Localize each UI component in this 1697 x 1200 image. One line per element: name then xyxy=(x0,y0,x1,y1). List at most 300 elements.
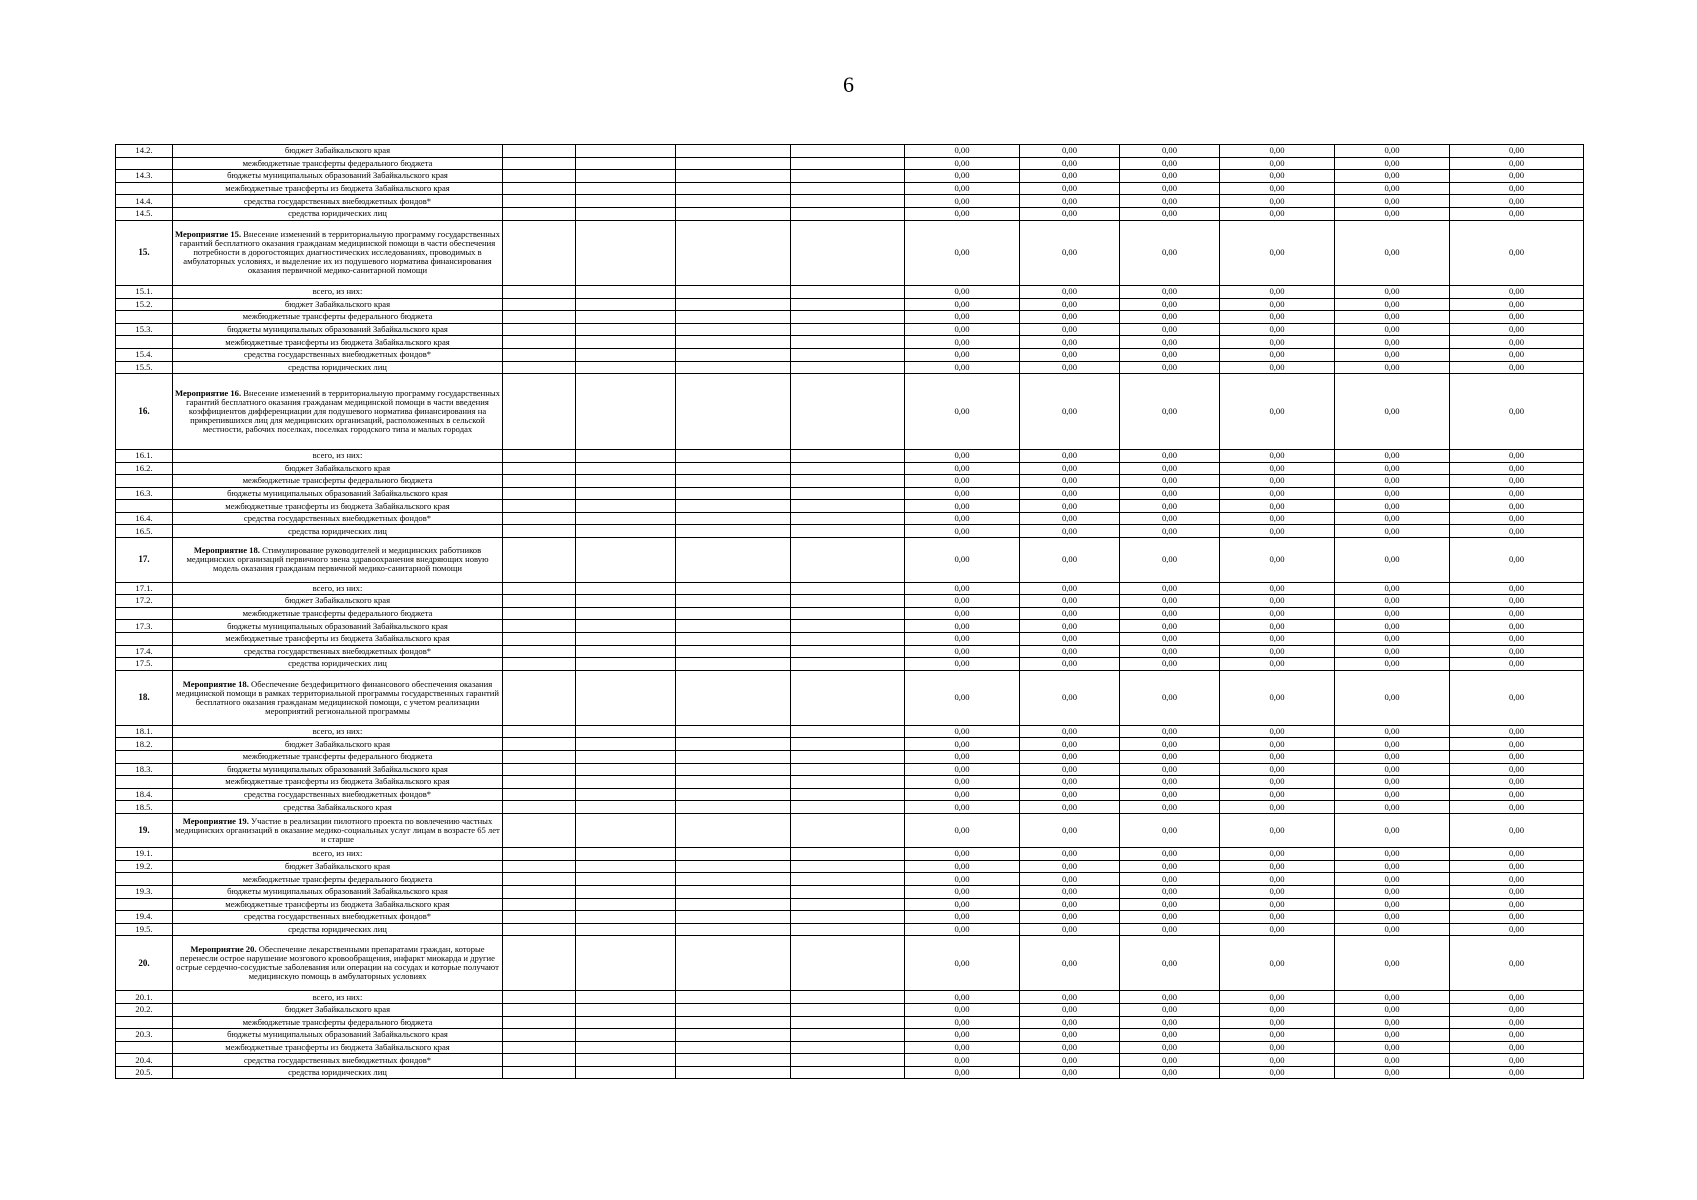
value-cell: 0,00 xyxy=(1450,911,1584,924)
measure-description: Обеспечение лекарственными препаратами граждан, которые перенесли острое нарушение мозгового кровообращения, инфаркт миокарда и другие острые сердечно-сосудистые заболевания или операции на сосудах и которые получают медицинскую помощь в амбулаторных условиях xyxy=(176,944,499,982)
value-cell: 0,00 xyxy=(1120,991,1220,1004)
row-number-cell xyxy=(116,1016,173,1029)
empty-cell xyxy=(676,991,791,1004)
empty-cell xyxy=(676,620,791,633)
empty-cell xyxy=(576,658,676,671)
empty-cell xyxy=(676,182,791,195)
row-number-cell xyxy=(116,607,173,620)
empty-cell xyxy=(576,1066,676,1079)
value-cell: 0,00 xyxy=(1450,607,1584,620)
value-cell: 0,00 xyxy=(1335,475,1450,488)
empty-cell xyxy=(576,1016,676,1029)
value-cell: 0,00 xyxy=(905,145,1020,158)
value-cell: 0,00 xyxy=(1450,220,1584,285)
table-row xyxy=(116,348,1584,361)
value-cell: 0,00 xyxy=(905,207,1020,220)
row-number-cell xyxy=(116,898,173,911)
table-row xyxy=(116,885,1584,898)
value-cell: 0,00 xyxy=(1120,361,1220,374)
table-row xyxy=(116,788,1584,801)
empty-cell xyxy=(576,1029,676,1042)
empty-cell xyxy=(503,348,576,361)
empty-cell xyxy=(791,195,905,208)
value-cell: 0,00 xyxy=(905,633,1020,646)
row-number-cell: 19.4. xyxy=(116,911,173,924)
value-cell: 0,00 xyxy=(905,645,1020,658)
value-cell: 0,00 xyxy=(1120,607,1220,620)
value-cell: 0,00 xyxy=(905,607,1020,620)
empty-cell xyxy=(676,911,791,924)
empty-cell xyxy=(676,885,791,898)
value-cell: 0,00 xyxy=(1120,776,1220,789)
value-cell: 0,00 xyxy=(1220,285,1335,298)
empty-cell xyxy=(503,595,576,608)
empty-cell xyxy=(576,374,676,450)
empty-cell xyxy=(576,801,676,814)
value-cell: 0,00 xyxy=(1450,374,1584,450)
value-cell: 0,00 xyxy=(1450,1029,1584,1042)
description-cell: всего, из них: xyxy=(173,991,503,1004)
table-body xyxy=(116,145,1584,1079)
value-cell: 0,00 xyxy=(1020,801,1120,814)
description-cell: бюджет Забайкальского края xyxy=(173,738,503,751)
row-number-cell: 18.1. xyxy=(116,725,173,738)
empty-cell xyxy=(576,170,676,183)
value-cell: 0,00 xyxy=(1220,538,1335,583)
value-cell: 0,00 xyxy=(1020,885,1120,898)
empty-cell xyxy=(676,462,791,475)
row-number-cell xyxy=(116,500,173,513)
row-number-cell: 16.3. xyxy=(116,487,173,500)
empty-cell xyxy=(576,991,676,1004)
measure-row xyxy=(116,538,1584,583)
empty-cell xyxy=(791,725,905,738)
value-cell: 0,00 xyxy=(1120,182,1220,195)
value-cell: 0,00 xyxy=(1020,670,1120,725)
empty-cell xyxy=(576,763,676,776)
value-cell: 0,00 xyxy=(1335,751,1450,764)
table-row xyxy=(116,620,1584,633)
empty-cell xyxy=(576,298,676,311)
value-cell: 0,00 xyxy=(1335,361,1450,374)
value-cell: 0,00 xyxy=(1335,298,1450,311)
value-cell: 0,00 xyxy=(1020,898,1120,911)
empty-cell xyxy=(791,285,905,298)
empty-cell xyxy=(791,1041,905,1054)
empty-cell xyxy=(503,336,576,349)
value-cell: 0,00 xyxy=(1120,195,1220,208)
empty-cell xyxy=(576,538,676,583)
value-cell: 0,00 xyxy=(1120,873,1220,886)
value-cell: 0,00 xyxy=(1020,1016,1120,1029)
table-row xyxy=(116,336,1584,349)
value-cell: 0,00 xyxy=(1020,1066,1120,1079)
value-cell: 0,00 xyxy=(1450,170,1584,183)
value-cell: 0,00 xyxy=(1020,538,1120,583)
value-cell: 0,00 xyxy=(1220,645,1335,658)
table-row xyxy=(116,725,1584,738)
value-cell: 0,00 xyxy=(1450,1016,1584,1029)
value-cell: 0,00 xyxy=(905,1029,1020,1042)
value-cell: 0,00 xyxy=(905,374,1020,450)
empty-cell xyxy=(676,582,791,595)
row-number-cell: 20.5. xyxy=(116,1066,173,1079)
value-cell: 0,00 xyxy=(1020,1003,1120,1016)
value-cell: 0,00 xyxy=(1220,361,1335,374)
value-cell: 0,00 xyxy=(905,738,1020,751)
value-cell: 0,00 xyxy=(1450,348,1584,361)
value-cell: 0,00 xyxy=(1020,487,1120,500)
value-cell: 0,00 xyxy=(1120,374,1220,450)
table-row xyxy=(116,801,1584,814)
value-cell: 0,00 xyxy=(1450,487,1584,500)
table-row xyxy=(116,170,1584,183)
empty-cell xyxy=(576,595,676,608)
description-cell: средства юридических лиц xyxy=(173,207,503,220)
empty-cell xyxy=(576,633,676,646)
value-cell: 0,00 xyxy=(1450,645,1584,658)
empty-cell xyxy=(576,1041,676,1054)
value-cell: 0,00 xyxy=(1120,898,1220,911)
description-cell: средства юридических лиц xyxy=(173,923,503,936)
value-cell: 0,00 xyxy=(1020,182,1120,195)
empty-cell xyxy=(503,538,576,583)
value-cell: 0,00 xyxy=(905,475,1020,488)
empty-cell xyxy=(576,860,676,873)
description-cell: всего, из них: xyxy=(173,582,503,595)
value-cell: 0,00 xyxy=(1020,157,1120,170)
row-number-cell: 17.3. xyxy=(116,620,173,633)
value-cell: 0,00 xyxy=(1120,801,1220,814)
value-cell: 0,00 xyxy=(1020,462,1120,475)
value-cell: 0,00 xyxy=(1335,336,1450,349)
row-number-cell: 14.3. xyxy=(116,170,173,183)
empty-cell xyxy=(503,525,576,538)
row-number-cell: 20.1. xyxy=(116,991,173,1004)
value-cell: 0,00 xyxy=(1220,788,1335,801)
row-number-cell: 15.2. xyxy=(116,298,173,311)
value-cell: 0,00 xyxy=(1020,449,1120,462)
empty-cell xyxy=(676,525,791,538)
value-cell: 0,00 xyxy=(1220,936,1335,991)
empty-cell xyxy=(576,670,676,725)
table-row xyxy=(116,582,1584,595)
value-cell: 0,00 xyxy=(1020,607,1120,620)
empty-cell xyxy=(791,487,905,500)
value-cell: 0,00 xyxy=(1120,1029,1220,1042)
value-cell: 0,00 xyxy=(1120,311,1220,324)
empty-cell xyxy=(676,670,791,725)
description-cell xyxy=(173,374,503,450)
value-cell: 0,00 xyxy=(1335,595,1450,608)
value-cell: 0,00 xyxy=(1335,873,1450,886)
value-cell: 0,00 xyxy=(1335,1016,1450,1029)
value-cell: 0,00 xyxy=(1335,500,1450,513)
value-cell: 0,00 xyxy=(1120,848,1220,861)
empty-cell xyxy=(576,1003,676,1016)
value-cell: 0,00 xyxy=(1450,923,1584,936)
empty-cell xyxy=(676,1054,791,1067)
value-cell: 0,00 xyxy=(1450,157,1584,170)
empty-cell xyxy=(676,898,791,911)
description-cell: бюджет Забайкальского края xyxy=(173,145,503,158)
table-row xyxy=(116,1054,1584,1067)
value-cell: 0,00 xyxy=(1335,1029,1450,1042)
row-number-cell xyxy=(116,336,173,349)
empty-cell xyxy=(791,645,905,658)
empty-cell xyxy=(576,512,676,525)
empty-cell xyxy=(791,298,905,311)
empty-cell xyxy=(676,374,791,450)
empty-cell xyxy=(791,145,905,158)
value-cell: 0,00 xyxy=(1450,323,1584,336)
empty-cell xyxy=(791,157,905,170)
table-row xyxy=(116,1066,1584,1079)
table-row xyxy=(116,182,1584,195)
value-cell: 0,00 xyxy=(1020,512,1120,525)
value-cell: 0,00 xyxy=(1020,763,1120,776)
empty-cell xyxy=(791,1066,905,1079)
value-cell: 0,00 xyxy=(1450,285,1584,298)
value-cell: 0,00 xyxy=(1220,525,1335,538)
table-row xyxy=(116,487,1584,500)
value-cell: 0,00 xyxy=(1020,1041,1120,1054)
empty-cell xyxy=(791,348,905,361)
value-cell: 0,00 xyxy=(1020,525,1120,538)
value-cell: 0,00 xyxy=(905,195,1020,208)
value-cell: 0,00 xyxy=(905,220,1020,285)
empty-cell xyxy=(791,633,905,646)
empty-cell xyxy=(503,170,576,183)
empty-cell xyxy=(576,475,676,488)
empty-cell xyxy=(676,145,791,158)
row-number-cell: 19. xyxy=(116,813,173,847)
table-row xyxy=(116,1041,1584,1054)
value-cell: 0,00 xyxy=(1120,449,1220,462)
empty-cell xyxy=(576,500,676,513)
value-cell: 0,00 xyxy=(1220,298,1335,311)
value-cell: 0,00 xyxy=(1450,738,1584,751)
empty-cell xyxy=(791,801,905,814)
value-cell: 0,00 xyxy=(905,670,1020,725)
table-row xyxy=(116,525,1584,538)
value-cell: 0,00 xyxy=(1450,633,1584,646)
value-cell: 0,00 xyxy=(1335,633,1450,646)
empty-cell xyxy=(791,512,905,525)
value-cell: 0,00 xyxy=(1120,500,1220,513)
value-cell: 0,00 xyxy=(1220,801,1335,814)
value-cell: 0,00 xyxy=(1120,1016,1220,1029)
value-cell: 0,00 xyxy=(1220,1003,1335,1016)
empty-cell xyxy=(576,525,676,538)
value-cell: 0,00 xyxy=(905,776,1020,789)
empty-cell xyxy=(791,525,905,538)
empty-cell xyxy=(576,220,676,285)
empty-cell xyxy=(576,776,676,789)
value-cell: 0,00 xyxy=(1220,595,1335,608)
empty-cell xyxy=(576,873,676,886)
empty-cell xyxy=(503,633,576,646)
empty-cell xyxy=(503,751,576,764)
empty-cell xyxy=(576,923,676,936)
empty-cell xyxy=(503,738,576,751)
table-row xyxy=(116,658,1584,671)
description-cell: средства государственных внебюджетных фондов* xyxy=(173,788,503,801)
empty-cell xyxy=(576,336,676,349)
table-row xyxy=(116,923,1584,936)
empty-cell xyxy=(676,873,791,886)
empty-cell xyxy=(676,751,791,764)
description-cell: бюджет Забайкальского края xyxy=(173,462,503,475)
value-cell: 0,00 xyxy=(1335,348,1450,361)
value-cell: 0,00 xyxy=(1120,525,1220,538)
value-cell: 0,00 xyxy=(1450,361,1584,374)
value-cell: 0,00 xyxy=(1450,725,1584,738)
empty-cell xyxy=(503,801,576,814)
description-cell: средства государственных внебюджетных фондов* xyxy=(173,911,503,924)
value-cell: 0,00 xyxy=(1220,462,1335,475)
value-cell: 0,00 xyxy=(1120,788,1220,801)
description-cell: межбюджетные трансферты федерального бюджета xyxy=(173,311,503,324)
table-row xyxy=(116,361,1584,374)
value-cell: 0,00 xyxy=(1335,1066,1450,1079)
table-row xyxy=(116,633,1584,646)
empty-cell xyxy=(503,776,576,789)
value-cell: 0,00 xyxy=(1335,323,1450,336)
value-cell: 0,00 xyxy=(1120,670,1220,725)
value-cell: 0,00 xyxy=(1335,195,1450,208)
empty-cell xyxy=(503,763,576,776)
empty-cell xyxy=(791,898,905,911)
value-cell: 0,00 xyxy=(1020,220,1120,285)
empty-cell xyxy=(503,449,576,462)
value-cell: 0,00 xyxy=(1335,620,1450,633)
value-cell: 0,00 xyxy=(905,991,1020,1004)
measure-row xyxy=(116,374,1584,450)
table-row xyxy=(116,1003,1584,1016)
empty-cell xyxy=(676,475,791,488)
value-cell: 0,00 xyxy=(905,788,1020,801)
empty-cell xyxy=(576,751,676,764)
empty-cell xyxy=(503,285,576,298)
value-cell: 0,00 xyxy=(1220,860,1335,873)
value-cell: 0,00 xyxy=(1120,763,1220,776)
empty-cell xyxy=(791,751,905,764)
value-cell: 0,00 xyxy=(1335,898,1450,911)
value-cell: 0,00 xyxy=(1335,1041,1450,1054)
value-cell: 0,00 xyxy=(1020,633,1120,646)
row-number-cell xyxy=(116,1041,173,1054)
value-cell: 0,00 xyxy=(905,1003,1020,1016)
value-cell: 0,00 xyxy=(1020,323,1120,336)
empty-cell xyxy=(576,361,676,374)
empty-cell xyxy=(791,475,905,488)
value-cell: 0,00 xyxy=(1450,1054,1584,1067)
description-cell: межбюджетные трансферты федерального бюджета xyxy=(173,157,503,170)
row-number-cell xyxy=(116,633,173,646)
empty-cell xyxy=(676,298,791,311)
value-cell: 0,00 xyxy=(905,595,1020,608)
value-cell: 0,00 xyxy=(1450,658,1584,671)
empty-cell xyxy=(576,725,676,738)
value-cell: 0,00 xyxy=(1450,776,1584,789)
empty-cell xyxy=(791,323,905,336)
value-cell: 0,00 xyxy=(1450,898,1584,911)
value-cell: 0,00 xyxy=(905,725,1020,738)
value-cell: 0,00 xyxy=(1020,738,1120,751)
value-cell: 0,00 xyxy=(905,285,1020,298)
value-cell: 0,00 xyxy=(1120,645,1220,658)
value-cell: 0,00 xyxy=(1020,848,1120,861)
empty-cell xyxy=(503,374,576,450)
value-cell: 0,00 xyxy=(1450,801,1584,814)
empty-cell xyxy=(791,936,905,991)
value-cell: 0,00 xyxy=(1120,512,1220,525)
empty-cell xyxy=(791,607,905,620)
value-cell: 0,00 xyxy=(1120,475,1220,488)
value-cell: 0,00 xyxy=(905,336,1020,349)
empty-cell xyxy=(503,898,576,911)
empty-cell xyxy=(791,1003,905,1016)
value-cell: 0,00 xyxy=(1450,860,1584,873)
value-cell: 0,00 xyxy=(905,848,1020,861)
empty-cell xyxy=(791,374,905,450)
value-cell: 0,00 xyxy=(1020,923,1120,936)
value-cell: 0,00 xyxy=(905,525,1020,538)
value-cell: 0,00 xyxy=(1450,1003,1584,1016)
empty-cell xyxy=(676,157,791,170)
row-number-cell: 20.3. xyxy=(116,1029,173,1042)
value-cell: 0,00 xyxy=(1335,991,1450,1004)
value-cell: 0,00 xyxy=(1335,813,1450,847)
value-cell: 0,00 xyxy=(1220,182,1335,195)
value-cell: 0,00 xyxy=(1450,311,1584,324)
value-cell: 0,00 xyxy=(905,658,1020,671)
row-number-cell: 16.4. xyxy=(116,512,173,525)
value-cell: 0,00 xyxy=(1450,788,1584,801)
value-cell: 0,00 xyxy=(1220,207,1335,220)
value-cell: 0,00 xyxy=(1450,512,1584,525)
value-cell: 0,00 xyxy=(1020,475,1120,488)
value-cell: 0,00 xyxy=(1220,898,1335,911)
value-cell: 0,00 xyxy=(905,170,1020,183)
empty-cell xyxy=(576,607,676,620)
row-number-cell: 17.2. xyxy=(116,595,173,608)
measure-description: Стимулирование руководителей и медицинских работников медицинских организаций первичного звена здравоохранения внедряющих новую модель оказания гражданам первичной медико-санитарной помощи xyxy=(186,545,489,574)
empty-cell xyxy=(791,462,905,475)
description-cell: средства юридических лиц xyxy=(173,1066,503,1079)
description-cell: средства юридических лиц xyxy=(173,658,503,671)
description-cell: всего, из них: xyxy=(173,725,503,738)
row-number-cell: 17.4. xyxy=(116,645,173,658)
value-cell: 0,00 xyxy=(1020,1029,1120,1042)
budget-table xyxy=(115,144,1584,1079)
empty-cell xyxy=(503,670,576,725)
empty-cell xyxy=(791,848,905,861)
value-cell: 0,00 xyxy=(1020,361,1120,374)
empty-cell xyxy=(676,848,791,861)
value-cell: 0,00 xyxy=(1220,776,1335,789)
value-cell: 0,00 xyxy=(1120,220,1220,285)
measure-description: Участие в реализации пилотного проекта по вовлечению частных медицинских организаций в оказание медико-социальных услуг лицам в возрасте 65 лет и старше xyxy=(175,815,500,845)
value-cell: 0,00 xyxy=(1220,348,1335,361)
value-cell: 0,00 xyxy=(1335,607,1450,620)
empty-cell xyxy=(676,207,791,220)
value-cell: 0,00 xyxy=(1450,936,1584,991)
empty-cell xyxy=(576,898,676,911)
description-cell: всего, из них: xyxy=(173,848,503,861)
empty-cell xyxy=(791,670,905,725)
